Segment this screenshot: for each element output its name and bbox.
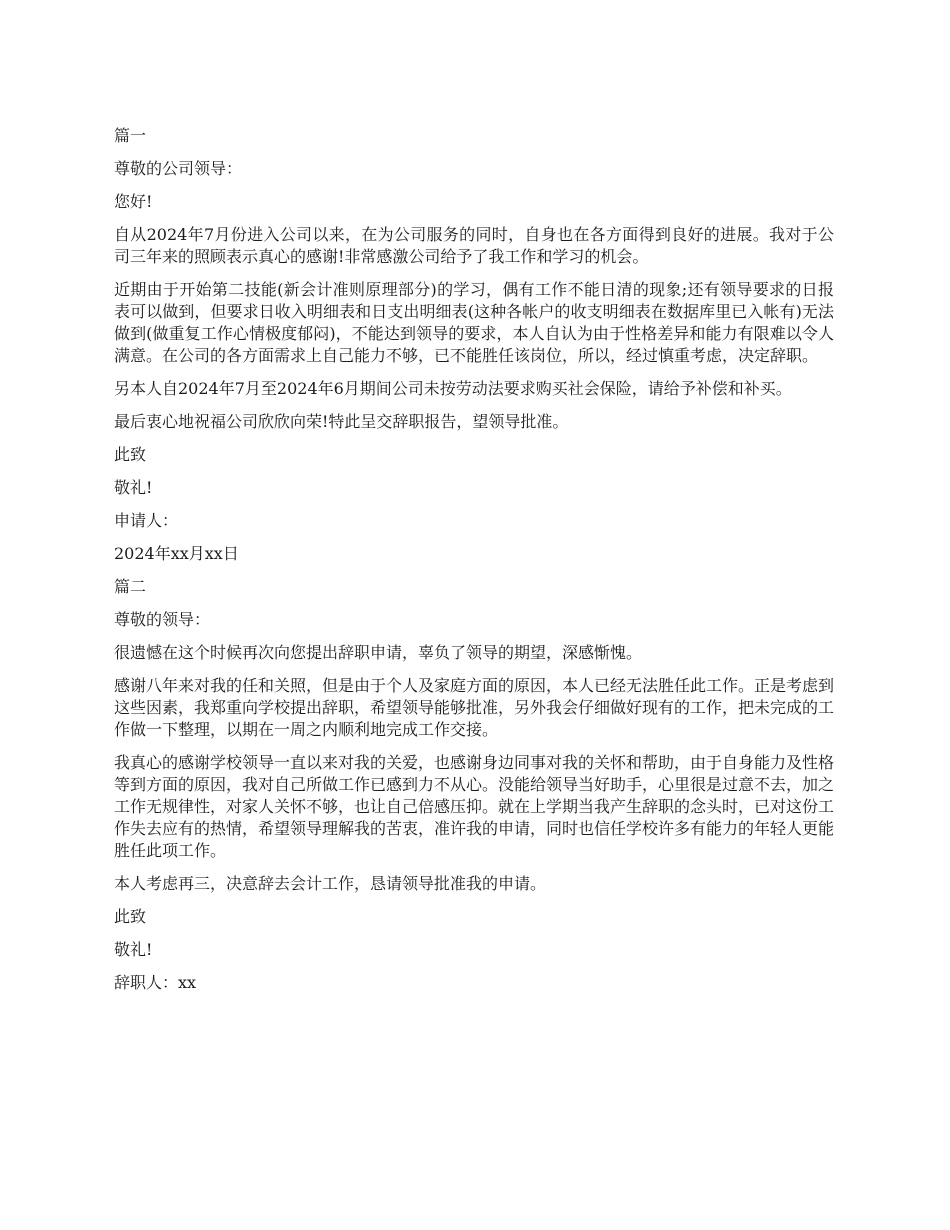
body-paragraph: 我真心的感谢学校领导一直以来对我的关爱，也感谢身边同事对我的关怀和帮助，由于自身能力及性格等到方面的原因，我对自己所做工作已感到力不从心。没能给领导当好助手，心里很是过意不去，加之工作无规律性，对家人关怀不够，也让自己倍感压抑。就在上学期当我产生辞职的念头时，已对这份工作失去应有的热情，希望领导理解我的苦衷，准许我的申请，同时也信任学校许多有能力的年轻人更能胜任此项工作。: [114, 753, 835, 860]
body-paragraph: 本人考虑再三，决意辞去会计工作，恳请领导批准我的申请。: [114, 874, 547, 893]
date-line: 2024年xx月xx日: [114, 544, 239, 563]
body-paragraph: 近期由于开始第二技能(新会计准则原理部分)的学习，偶有工作不能日清的现象;还有领导要求的日报表可以做到，但要求日收入明细表和日支出明细表(这种各帐户的收支明细表在数据库里已入帐有)无法做到(做重复工作心情极度郁闷)，不能达到领导的要求，本人自认为由于性格差异和能力有限难以令人满意。在公司的各方面需求上自己能力不够，已不能胜任该岗位，所以，经过慎重考虑，决定辞职。: [114, 280, 834, 365]
body-paragraph: 很遗憾在这个时候再次向您提出辞职申请，辜负了领导的期望，深感惭愧。: [114, 643, 643, 662]
body-paragraph: 自从2024年7月份进入公司以来，在为公司服务的同时，自身也在各方面得到良好的进展。我对于公司三年来的照顾表示真心的感谢!非常感激公司给予了我工作和学习的机会。: [114, 225, 834, 266]
section-heading-2: 篇二: [114, 577, 147, 596]
closing-line: 此致: [114, 907, 147, 926]
applicant-line: 申请人：: [114, 511, 179, 530]
closing-line: 此致: [114, 445, 147, 464]
salutation-1: 尊敬的公司领导：: [114, 159, 243, 178]
section-heading-1: 篇一: [114, 126, 147, 145]
body-paragraph: 最后衷心地祝福公司欣欣向荣!特此呈交辞职报告，望领导批准。: [114, 412, 569, 431]
closing-line: 敬礼!: [114, 478, 153, 497]
body-paragraph: 另本人自2024年7月至2024年6月期间公司未按劳动法要求购买社会保险，请给予补偿和补买。: [114, 379, 792, 398]
document-page: [114, 125, 834, 1005]
greeting-1: 您好!: [114, 192, 153, 211]
resigner-line: 辞职人：xx: [114, 973, 197, 992]
body-paragraph: 感谢八年来对我的任和关照，但是由于个人及家庭方面的原因，本人已经无法胜任此工作。正是考虑到这些因素，我郑重向学校提出辞职，希望领导能够批准，另外我会仔细做好现有的工作，把未完成的工作做一下整理，以期在一周之内顺利地完成工作交接。: [114, 676, 835, 739]
closing-line: 敬礼!: [114, 940, 153, 959]
salutation-2: 尊敬的领导：: [114, 610, 211, 629]
